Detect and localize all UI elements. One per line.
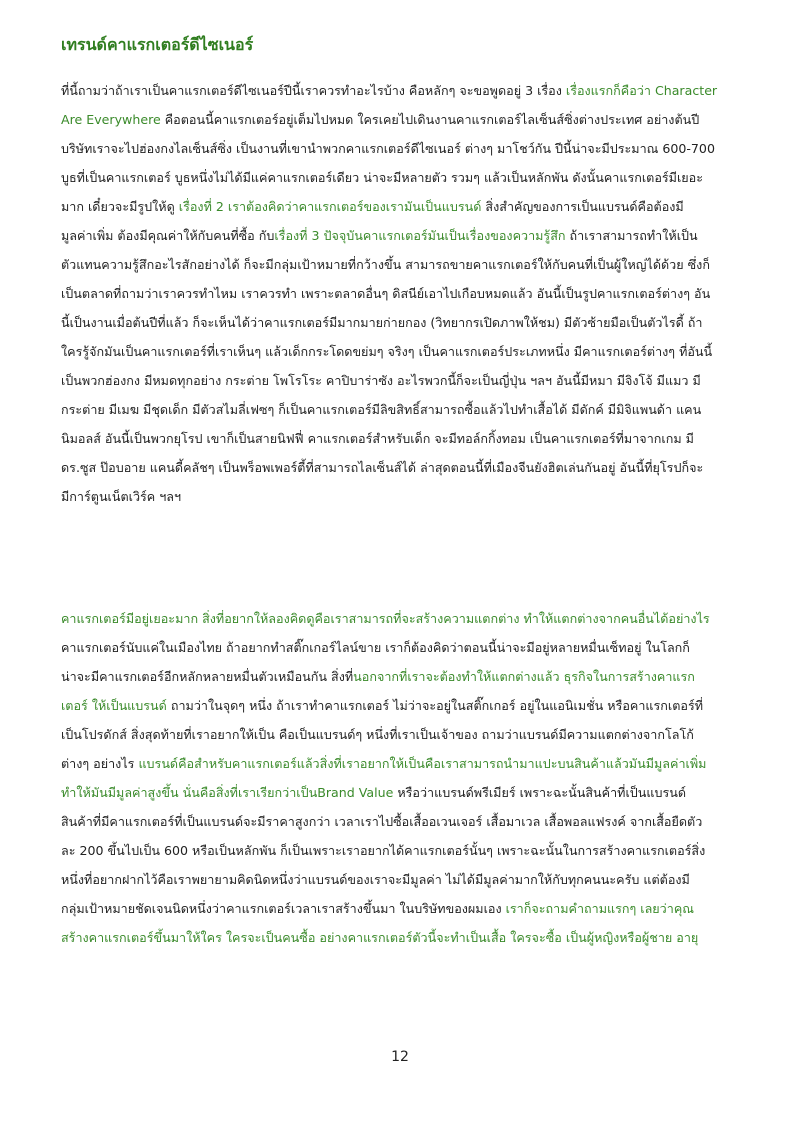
- body-text: นิมอลส์ อันนี้เป็นพวกยุโรป เขาก็เป็นสายนิฟฟี่ คาแรกเตอร์สำหรับเด็ก จะมีทอล์กกิ้งทอม เป็นคาแรกเตอร์ที่มาจากเกม มี: [61, 431, 694, 446]
- highlighted-text: เรื่องแรกก็คือว่า Character: [565, 83, 718, 98]
- body-text: หนึ่งที่อยากฝากไว้คือเราพยายามคิดนิดหนึ่งว่าแบรนด์ของเราจะมีมูลค่า ไม่ได้มีมูลค่ามากให้กับทุกคนนะครับ แต่ต้องมี: [61, 872, 690, 887]
- body-text: มาก เดี๋ยวจะมีรูปให้ดู: [61, 199, 179, 214]
- text-line: [61, 604, 751, 633]
- text-line: [61, 865, 751, 894]
- body-text: ละ 200 ขึ้นไปเป็น 600 หรือเป็นหลักพัน ก็เป็นเพราะเราอยากได้คาแรกเตอร์นั้นๆ เพราะฉะนั้นในการสร้างคาแรกเตอร์สิ่ง: [61, 843, 706, 858]
- text-line: [61, 453, 751, 482]
- text-line: [61, 633, 751, 662]
- body-text: ต่างๆ อย่างไร: [61, 756, 139, 771]
- page-number: 12: [391, 1049, 409, 1065]
- body-text: เป็นพวกฮ่องกง มีหมดทุกอย่าง กระต่าย โพโรโระ คาปิบาร่าซัง อะไรพวกนี้ก็จะเป็นญี่ปุ่น ฯลฯ อันนี้มีหมา มีจิงโจ้ มีแมว มี: [61, 373, 701, 388]
- text-line: [61, 807, 751, 836]
- text-line: [61, 749, 751, 778]
- text-line: [61, 105, 751, 134]
- text-line: [61, 337, 751, 366]
- text-line: [61, 76, 751, 105]
- text-line: [61, 134, 751, 163]
- body-text: ถามว่าในจุดๆ หนึ่ง ถ้าเราทำคาแรกเตอร์ ไม่ว่าจะอยู่ในสติ๊กเกอร์ อยู่ในแอนิเมชั่น หรือคาแรกเตอร์ที่: [166, 698, 704, 713]
- text-line: [61, 482, 751, 511]
- body-text: มูลค่าเพิ่ม ต้องมีคุณค่าให้กับคนที่ซื้อ กับ: [61, 228, 275, 243]
- body-text: คาแรกเตอร์นับแค่ในเมืองไทย ถ้าอยากทำสติ๊กเกอร์ไลน์ขาย เราก็ต้องคิดว่าตอนนี้น่าจะมีอยู่หลายหมื่นเซ็ทอยู่ ในโลกก็: [61, 640, 690, 655]
- body-text: คือตอนนี้คาแรกเตอร์อยู่เต็มไปหมด ใครเคยไปเดินงานคาแรกเตอร์ไลเซ็นส์ซิ่งต่างประเทศ อย่างต้นปี: [160, 112, 700, 127]
- highlighted-text: สร้างคาแรกเตอร์ขึ้นมาให้ใคร ใครจะเป็นคนซื้อ อย่างคาแรกเตอร์ตัวนี้จะทำเป็นเสื้อ ใครจะซื้อ เป็นผู้หญิงหรือผู้ชาย อายุ: [61, 930, 699, 945]
- body-text: เป็นตลาดที่ถามว่าเราควรทำไหม เราควรทำ เพราะตลาดอื่นๆ ดิสนีย์เอาไปเกือบหมดแล้ว อันนี้เป็นรูปคาแรกเตอร์ต่างๆ อัน: [61, 286, 711, 301]
- text-line: [61, 424, 751, 453]
- text-line: [61, 691, 751, 720]
- text-line: [61, 366, 751, 395]
- body-text: บริษัทเราจะไปฮ่องกงไลเซ็นส์ซิ่ง เป็นงานที่เขานำพวกคาแรกเตอร์ดีไซเนอร์ ต่างๆ มาโชว์กัน ปีนี้น่าจะมีประมาณ 600-700: [61, 141, 715, 156]
- highlighted-text: เตอร์ ให้เป็นแบรนด์: [61, 698, 167, 713]
- highlighted-text: เราก็จะถามคำถามแรกๆ เลยว่าคุณ: [505, 901, 694, 916]
- body-text: สิ่งสำคัญของการเป็นแบรนด์คือต้องมี: [481, 199, 684, 214]
- text-line: [61, 279, 751, 308]
- highlighted-text: เรื่องที่ 2 เราต้องคิดว่าคาแรกเตอร์ของเรามันเป็นแบรนด์: [178, 199, 482, 214]
- body-text: ใครรู้จักมันเป็นคาแรกเตอร์ที่เราเห็นๆ แล้วเด็กกระโดดขย่มๆ จริงๆ เป็นคาแรกเตอร์ประเภทหนึ่ง มีคาแรกเตอร์ต่างๆ ที่อันนี้: [61, 344, 713, 359]
- text-line: [61, 395, 751, 424]
- text-line: [61, 923, 751, 952]
- highlighted-text: นอกจากที่เราจะต้องทำให้แตกต่างแล้ว ธุรกิจในการสร้างคาแรก: [353, 669, 695, 684]
- highlighted-text: Are Everywhere: [61, 112, 161, 127]
- text-line: [61, 836, 751, 865]
- text-line: [61, 720, 751, 749]
- body-text: บูธที่เป็นคาแรกเตอร์ บูธหนึ่งไม่ได้มีแค่คาแรกเตอร์เดียว น่าจะมีหลายตัว รวมๆ แล้วเป็นหลักพัน ดังนั้นคาแรกเตอร์มีเยอะ: [61, 170, 703, 185]
- body-text: กลุ่มเป้าหมายชัดเจนนิดหนึ่งว่าคาแรกเตอร์เวลาเราสร้างขึ้นมา ในบริษัทของผมเอง: [61, 901, 506, 916]
- highlighted-text: ทำให้มันมีมูลค่าสูงขึ้น นั่นคือสิ่งที่เราเรียกว่าเป็นBrand Value: [61, 785, 394, 800]
- body-text: นี้เป็นงานเมื่อต้นปีที่แล้ว ก็จะเห็นได้ว่าคาแรกเตอร์มีมากมายก่ายกอง (วิทยากรเปิดภาพให้ชม) มีตัวซ้ายมือเป็นตัวไรดี้ ถ้า: [61, 315, 703, 330]
- text-line: [61, 778, 751, 807]
- text-line: [61, 163, 751, 192]
- body-text: น่าจะมีคาแรกเตอร์อีกหลักหลายหมื่นตัวเหมือนกัน สิ่งที่: [61, 669, 354, 684]
- body-text: ดร.ซูส ป๊อบอาย แคนดี้คลัชๆ เป็นพร็อพเพอร์ตี้ที่สามารถไลเซ็นส์ได้ ล่าสุดตอนนี้ที่เมืองจีนยังฮิตเล่นกันอยู่ อันนี้ที่ยุโรปก็จะ: [61, 460, 704, 475]
- body-text: เป็นโปรดักส์ สิ่งสุดท้ายที่เราอยากให้เป็น คือเป็นแบรนด์ๆ หนึ่งที่เราเป็นเจ้าของ ถามว่าแบรนด์มีความแตกต่างจากโลโก้: [61, 727, 694, 742]
- body-text: ถ้าเราสามารถทำให้เป็น: [565, 228, 698, 243]
- text-line: [61, 192, 751, 221]
- section-heading: เทรนด์คาแรกเตอร์ดีไซเนอร์: [61, 35, 254, 54]
- body-text: ตัวแทนความรู้สึกอะไรสักอย่างได้ ก็จะมีกลุ่มเป้าหมายที่กว้างขึ้น สามารถขายคาแรกเตอร์ให้กับคนที่เป็นผู้ใหญ่ได้ด้วย ซึ่งก็: [61, 257, 710, 272]
- text-line: [61, 221, 751, 250]
- text-line: [61, 662, 751, 691]
- text-line: [61, 250, 751, 279]
- body-text: สินค้าที่มีคาแรกเตอร์ที่เป็นแบรนด์จะมีราคาสูงกว่า เวลาเราไปซื้อเสื้ออเวนเจอร์ เสื้อมาเวล เสื้อพอลแฟรงค์ จากเสื้อยืดตัว: [61, 814, 703, 829]
- body-text: ที่นี้ถามว่าถ้าเราเป็นคาแรกเตอร์ดีไซเนอร์ปีนี้เราควรทำอะไรบ้าง คือหลักๆ จะขอพูดอยู่ 3 เรื่อง: [61, 83, 566, 98]
- body-text: มีการ์ตูนเน็ตเวิร์ค ฯลฯ: [61, 489, 182, 504]
- body-text: กระต่าย มีเมฆ มีชุดเด็ก มีตัวสไมลี่เฟซๆ ก็เป็นคาแรกเตอร์มีลิขสิทธิ์สามารถซื้อแล้วไปทำเสื้อได้ มีดักค์ มีมิจิแพนด้า แคน: [61, 402, 702, 417]
- paragraph-character-as-brand: [61, 604, 751, 952]
- paragraph-characters-everywhere: [61, 76, 751, 511]
- highlighted-text: เรื่องที่ 3 ปัจจุบันคาแรกเตอร์มันเป็นเรื่องของความรู้สึก: [274, 228, 566, 243]
- body-text: หรือว่าแบรนด์พรีเมียร์ เพราะฉะนั้นสินค้าที่เป็นแบรนด์: [393, 785, 687, 800]
- highlighted-text: คาแรกเตอร์มีอยู่เยอะมาก สิ่งที่อยากให้ลองคิดดูคือเราสามารถที่จะสร้างความแตกต่าง ทำให้แตกต่างจากคนอื่นได้อย่างไร: [61, 611, 710, 626]
- highlighted-text: แบรนด์คือสำหรับคาแรกเตอร์แล้วสิ่งที่เราอยากให้เป็นคือเราสามารถนำมาแปะบนสินค้าแล้วมันมีมูลค่าเพิ่ม: [138, 756, 707, 771]
- text-line: [61, 308, 751, 337]
- text-line: [61, 894, 751, 923]
